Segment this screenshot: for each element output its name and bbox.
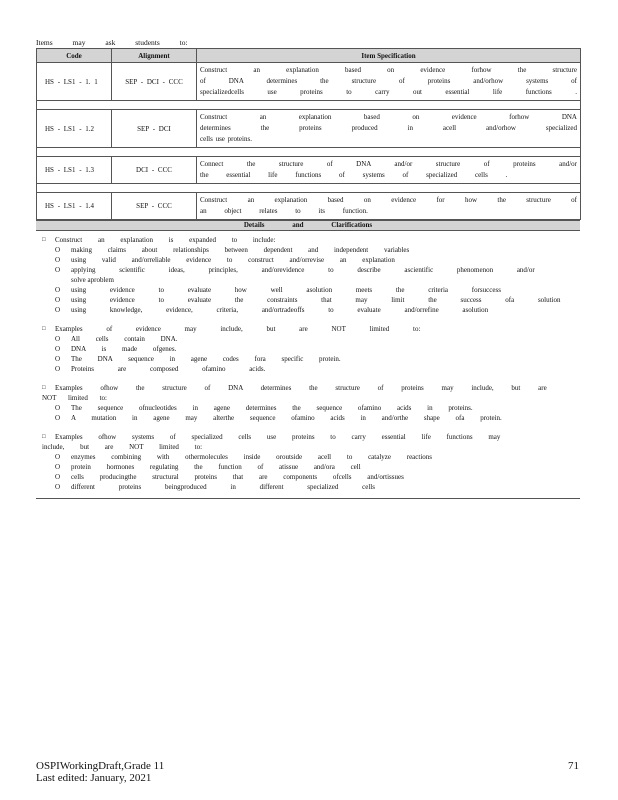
- item-spec-table: [36, 48, 581, 220]
- list-item: O All cells contain DNA.: [55, 335, 178, 343]
- list-item: O cells producingthe structural proteins that are components ofcells and/ortissues: [55, 473, 404, 481]
- list-item: O using knowledge, evidence, criteria, and/ortradeoffs to evaluate and/orrefine asolution: [55, 306, 489, 314]
- spec-line: Construct an explanation based on evidence forhow DNA: [200, 113, 577, 121]
- row-spec: [197, 157, 581, 184]
- bullet-icon: □: [42, 434, 46, 440]
- header-code: Code: [37, 49, 112, 63]
- list-item: O The sequence ofnucleotides in agene determines the sequence ofamino acids in proteins.: [55, 404, 473, 412]
- row-code: HS - LS1 - 1.2: [37, 110, 112, 148]
- spec-line: cells use proteins.: [200, 135, 252, 143]
- spec-line: Construct an explanation based on evidence forhow the structure: [200, 66, 577, 74]
- list-item: O enzymes combining with othermolecules inside oroutside acell to catalyze reactions: [55, 453, 433, 461]
- footer: [36, 760, 164, 784]
- list-item: O The DNA sequence in agene codes fora specific protein.: [55, 355, 341, 363]
- list-item: O using evidence to evaluate how well asolution meets the criteria forsuccess: [55, 286, 501, 294]
- list-item: O applying scientific ideas, principles, and/orevidence to describe ascientific phenomenon and/or: [55, 266, 535, 274]
- row-code: HS - LS1 - 1.4: [37, 193, 112, 220]
- list-item: solve aproblem: [71, 276, 114, 284]
- list-item: O making claims about relationships between dependent and independent variables: [55, 246, 410, 254]
- footer-last-edited: Last edited: January, 2021: [36, 772, 152, 784]
- details-section: [42, 235, 576, 315]
- page-number: 71: [568, 760, 579, 772]
- row-spec: [197, 63, 581, 101]
- details-header: Details and Clarifications: [36, 220, 580, 231]
- table-row: [37, 157, 581, 184]
- list-item: O protein hormones regulating the function of atissue and/ora cell: [55, 463, 361, 471]
- spec-line: an object relates to its function.: [200, 207, 368, 215]
- bullet-icon: □: [42, 385, 46, 391]
- details-section: [42, 432, 576, 492]
- table-header-row: [37, 49, 581, 63]
- spec-line: the essential life functions of systems of specialized cells .: [200, 171, 508, 179]
- row-spec: [197, 193, 581, 220]
- list-item: O different proteins beingproduced in different specialized cells: [55, 483, 375, 491]
- header-alignment: Alignment: [112, 49, 197, 63]
- table-row: [37, 63, 581, 101]
- spec-line: determines the proteins produced in acell and/orhow specialized: [200, 124, 577, 132]
- row-spec: [197, 110, 581, 148]
- details-section: [42, 324, 576, 374]
- spec-line: specializedcells use proteins to carry out essential life functions .: [200, 88, 577, 96]
- spec-line: Construct an explanation based on evidence for how the structure of: [200, 196, 577, 204]
- row-alignment: DCI - CCC: [112, 157, 197, 184]
- list-item: O using evidence to evaluate the constraints that may limit the success ofa solution: [55, 296, 561, 304]
- table-row: [37, 193, 581, 220]
- bullet-icon: □: [42, 326, 46, 332]
- section-lead-continued: include, but are NOT limited to:: [42, 443, 203, 451]
- section-lead: □ Examples of evidence may include, but are NOT limited to:: [42, 325, 421, 333]
- row-alignment: SEP - DCI: [112, 110, 197, 148]
- row-code: HS - LS1 - 1.3: [37, 157, 112, 184]
- row-code: HS - LS1 - 1. 1: [37, 63, 112, 101]
- section-lead: □ Examples ofhow the structure of DNA determines the structure of proteins may include, but are: [42, 384, 547, 392]
- spec-line: Connect the structure of DNA and/or structure of proteins and/or: [200, 160, 577, 168]
- spec-line: of DNA determines the structure of proteins and/orhow systems of: [200, 77, 577, 85]
- list-item: O DNA is made ofgenes.: [55, 345, 177, 353]
- header-item-spec: Item Specification: [197, 49, 581, 63]
- section-lead-continued: NOT limited to:: [42, 394, 107, 402]
- list-item: O using valid and/orreliable evidence to construct and/orrevise an explanation: [55, 256, 395, 264]
- section-lead: □ Examples ofhow systems of specialized cells use proteins to carry essential life functions may: [42, 433, 501, 441]
- bullet-icon: □: [42, 237, 46, 243]
- document-body: [36, 48, 580, 499]
- list-item: O Proteins are composed ofamino acids.: [55, 365, 266, 373]
- intro-text: Items may ask students to:: [36, 38, 188, 47]
- table-row: [37, 110, 581, 148]
- footer-doc-title: OSPIWorkingDraft,Grade 11: [36, 760, 165, 772]
- details-section: [42, 383, 576, 423]
- row-alignment: SEP - DCI - CCC: [112, 63, 197, 101]
- list-item: O A mutation in agene may alterthe sequence ofamino acids in and/orthe shape ofa protein.: [55, 414, 502, 422]
- section-lead: □ Construct an explanation is expanded to include:: [42, 236, 276, 244]
- row-alignment: SEP - CCC: [112, 193, 197, 220]
- details-body: [36, 231, 580, 499]
